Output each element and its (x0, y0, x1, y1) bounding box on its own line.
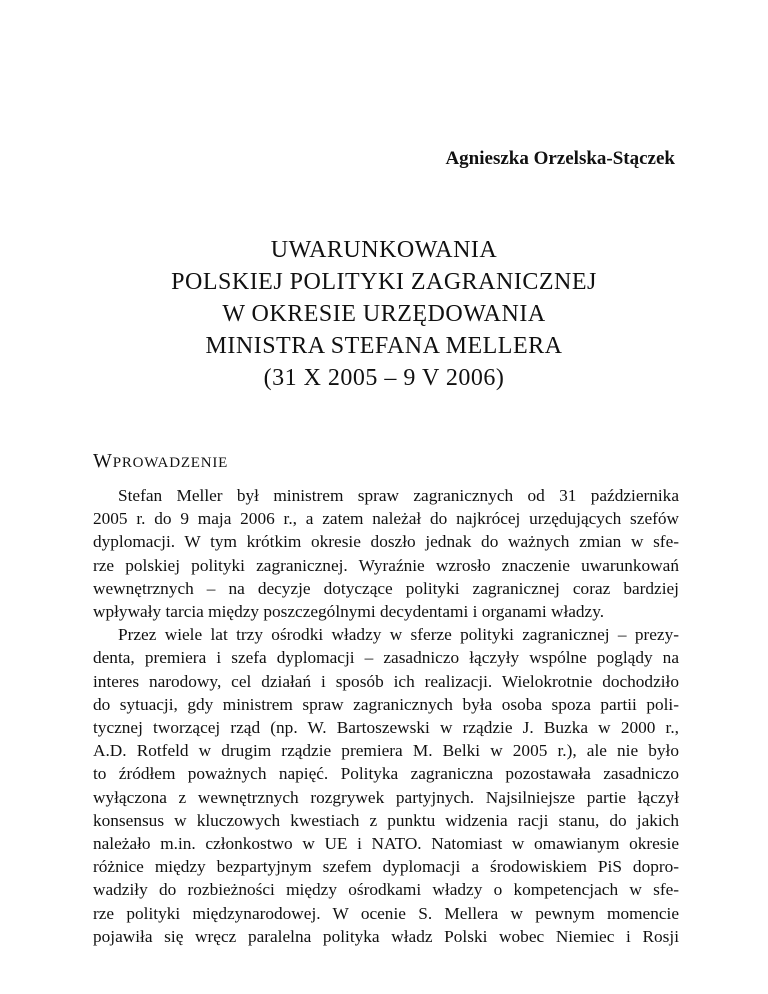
title-line: MINISTRA STEFANA MELLERA (205, 333, 563, 359)
section-heading-initial: W (93, 450, 113, 472)
text-line: dyplomacji. W tym krótkim okresie doszło jednak do ważnych zmian w sfe- (93, 532, 679, 552)
title-line: (31 X 2005 – 9 V 2006) (263, 365, 505, 391)
text-line: Stefan Meller był ministrem spraw zagranicznych od 31 października (118, 486, 679, 505)
title-line: W OKRESIE URZĘDOWANIA (222, 301, 546, 327)
paragraph-1 (93, 484, 679, 623)
text-line: A.D. Rotfeld w drugim rządzie premiera M. Belki w 2005 r.), ale nie było (93, 741, 679, 761)
text-line: pojawiła się wręcz paralelna polityka władz Polski wobec Niemiec i Rosji (93, 926, 679, 946)
text-line: rze polskiej polityki zagranicznej. Wyraźnie wzrosło znaczenie uwarunkowań (93, 555, 679, 575)
text-line: tycznej tworzącej rząd (np. W. Bartoszewski w rządzie J. Buzka w 2000 r., (93, 718, 679, 738)
author-name: Agnieszka Orzelska-Stączek (445, 148, 675, 169)
text-line: Przez wiele lat trzy ośrodki władzy w sferze polityki zagranicznej – prezy- (118, 625, 679, 645)
section-heading-rest: PROWADZENIE (112, 455, 229, 471)
text-line: wyłączona z wewnętrznych rozgrywek partyjnych. Najsilniejsze partie łączył (93, 787, 679, 807)
title-line: UWARUNKOWANIA (270, 237, 498, 263)
text-line: różnice między bezpartyjnym szefem dyplomacji a środowiskiem PiS dopro- (93, 857, 679, 877)
text-line: denta, premiera i szefa dyplomacji – zasadniczo łączyły wspólne poglądy na (93, 648, 679, 668)
text-line: należało m.in. członkostwo w UE i NATO. Natomiast w omawianym okresie (93, 834, 679, 854)
article-title (0, 234, 768, 394)
text-line: to źródłem poważnych napięć. Polityka zagraniczna pozostawała zasadniczo (93, 764, 679, 784)
text-line: wewnętrznych – na decyzje dotyczące polityki zagranicznej coraz bardziej (93, 578, 679, 598)
title-line: POLSKIEJ POLITYKI ZAGRANICZNEJ (171, 269, 597, 295)
body-text (93, 484, 679, 948)
section-heading (93, 450, 228, 473)
text-line: do sytuacji, gdy ministrem spraw zagranicznych była osoba spoza partii poli- (93, 694, 679, 714)
text-line: rze polityki międzynarodowej. W ocenie S. Mellera w pewnym momencie (93, 903, 679, 923)
text-line: wpływały tarcia między poszczególnymi decydentami i organami władzy. (93, 602, 605, 622)
text-line: konsensus w kluczowych kwestiach z punktu widzenia racji stanu, do jakich (93, 810, 679, 830)
text-line: 2005 r. do 9 maja 2006 r., a zatem należał do najkrócej urzędujących szefów (93, 509, 679, 529)
text-line: interes narodowy, cel działań i sposób ich realizacji. Wielokrotnie dochodziło (93, 671, 679, 691)
text-line: wadziły do rozbieżności między ośrodkami władzy o kompetencjach w sfe- (93, 880, 679, 900)
paragraph-2 (93, 623, 679, 948)
